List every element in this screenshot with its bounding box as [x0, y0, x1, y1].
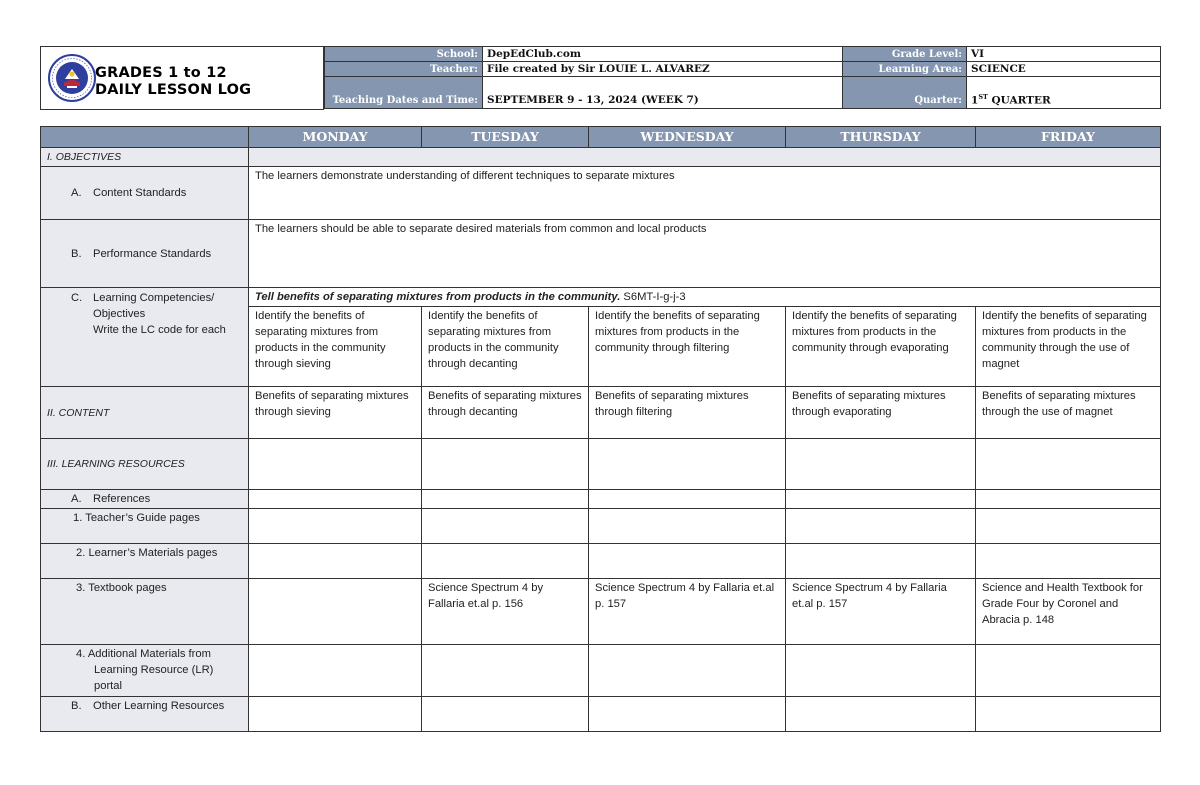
cell	[786, 439, 976, 490]
quarter-label: Quarter:	[843, 77, 967, 109]
teachers-guide-label: 1. Teacher’s Guide pages	[41, 509, 249, 544]
objective-monday: Identify the benefits of separating mixtures from products in the community through sieving	[249, 307, 422, 387]
teacher-label: Teacher:	[325, 62, 483, 77]
school-label: School:	[325, 47, 483, 62]
competencies-label-line3: Write the LC code for each	[93, 324, 226, 336]
competency-title-cell	[249, 288, 1161, 307]
references-label-cell	[41, 490, 249, 509]
cell	[976, 439, 1161, 490]
competency-code: S6MT-I-g-j-3	[620, 291, 686, 303]
additional-materials-line2: Learning Resource (LR)	[94, 664, 214, 676]
other-resources-label-cell	[41, 697, 249, 732]
other-resources-row	[41, 697, 1161, 732]
content-row	[41, 387, 1161, 439]
quarter-text: QUARTER	[987, 94, 1051, 106]
teaching-dates-label: Teaching Dates and Time:	[325, 77, 483, 109]
cell	[589, 645, 786, 697]
performance-standards-text: The learners should be able to separate desired materials from common and local products	[249, 220, 1161, 288]
textbook-thursday: Science Spectrum 4 by Fallaria et.al p. 157	[786, 579, 976, 645]
deped-seal-icon	[47, 53, 97, 103]
quarter-value	[967, 77, 1161, 109]
day-friday: FRIDAY	[976, 127, 1161, 148]
cell	[786, 645, 976, 697]
cell	[422, 509, 589, 544]
school-value: DepEdClub.com	[483, 47, 843, 62]
cell	[589, 544, 786, 579]
cell	[589, 490, 786, 509]
cell	[249, 509, 422, 544]
textbook-monday	[249, 579, 422, 645]
content-friday: Benefits of separating mixtures through the use of magnet	[976, 387, 1161, 439]
cell	[786, 490, 976, 509]
competency-title: Tell benefits of separating mixtures from products in the community.	[255, 291, 621, 303]
competencies-letter: C.	[71, 292, 83, 304]
textbook-wednesday: Science Spectrum 4 by Fallaria et.al p. 157	[589, 579, 786, 645]
learning-resources-label: III. LEARNING RESOURCES	[41, 439, 249, 490]
title-grades: GRADES 1 to 12	[95, 65, 227, 81]
days-corner	[41, 127, 249, 148]
teacher-value: File created by Sir LOUIE L. ALVAREZ	[483, 62, 843, 77]
header	[40, 46, 1160, 110]
cell	[786, 509, 976, 544]
lesson-log-table	[40, 126, 1161, 732]
cell	[976, 544, 1161, 579]
content-standards-label-cell	[41, 167, 249, 220]
day-monday: MONDAY	[249, 127, 422, 148]
cell	[589, 697, 786, 732]
performance-standards-letter: B.	[71, 247, 82, 260]
learning-resources-row	[41, 439, 1161, 490]
cell	[589, 509, 786, 544]
content-thursday: Benefits of separating mixtures through evaporating	[786, 387, 976, 439]
quarter-ordinal: ST	[978, 92, 988, 101]
title-daily-lesson-log: DAILY LESSON LOG	[95, 82, 252, 98]
grade-level-label: Grade Level:	[843, 47, 967, 62]
references-row	[41, 490, 1161, 509]
content-label: II. CONTENT	[41, 387, 249, 439]
competencies-label-line1	[71, 290, 242, 306]
learning-area-label: Learning Area:	[843, 62, 967, 77]
performance-standards-label-cell	[41, 220, 249, 288]
quarter-number: 1	[971, 94, 979, 106]
textbook-row	[41, 579, 1161, 645]
competencies-label-line2: Objectives	[93, 308, 146, 320]
day-thursday: THURSDAY	[786, 127, 976, 148]
teaching-dates-value: SEPTEMBER 9 - 13, 2024 (WEEK 7)	[483, 77, 843, 109]
competencies-label: Learning Competencies/	[93, 292, 215, 304]
additional-materials-line1: 4. Additional Materials from	[76, 648, 211, 660]
cell	[422, 697, 589, 732]
cell	[976, 490, 1161, 509]
content-wednesday: Benefits of separating mixtures through filtering	[589, 387, 786, 439]
teachers-guide-row	[41, 509, 1161, 544]
performance-standards-label: Performance Standards	[93, 247, 212, 260]
content-standards-row	[41, 167, 1161, 220]
cell	[422, 439, 589, 490]
cell	[976, 697, 1161, 732]
day-wednesday: WEDNESDAY	[589, 127, 786, 148]
cell	[249, 645, 422, 697]
grade-level-value: VI	[967, 47, 1161, 62]
additional-materials-row	[41, 645, 1161, 697]
day-tuesday: TUESDAY	[422, 127, 589, 148]
learners-materials-row	[41, 544, 1161, 579]
cell	[422, 645, 589, 697]
objective-wednesday: Identify the benefits of separating mixtures from products in the community through filtering	[589, 307, 786, 387]
textbook-tuesday: Science Spectrum 4 by Fallaria et.al p. 156	[422, 579, 589, 645]
textbook-label: 3. Textbook pages	[41, 579, 249, 645]
additional-materials-line3: portal	[94, 680, 122, 692]
content-monday: Benefits of separating mixtures through sieving	[249, 387, 422, 439]
references-label: References	[93, 493, 151, 505]
cell	[589, 439, 786, 490]
cell	[249, 544, 422, 579]
content-standards-text: The learners demonstrate understanding of different techniques to separate mixtures	[249, 167, 1161, 220]
objectives-row	[41, 148, 1161, 167]
cell	[422, 490, 589, 509]
content-standards-letter: A.	[71, 187, 82, 199]
logo-box	[40, 46, 324, 110]
cell	[786, 697, 976, 732]
cell	[249, 439, 422, 490]
competencies-label-cell	[41, 288, 249, 387]
learners-materials-label: 2. Learner’s Materials pages	[41, 544, 249, 579]
days-header-row	[41, 127, 1161, 148]
learning-area-value: SCIENCE	[967, 62, 1161, 77]
other-resources-label: Other Learning Resources	[93, 700, 225, 712]
cell	[249, 697, 422, 732]
objective-thursday: Identify the benefits of separating mixtures from products in the community through evaporating	[786, 307, 976, 387]
content-standards-label: Content Standards	[93, 187, 187, 199]
competency-title-row	[41, 288, 1161, 307]
cell	[976, 645, 1161, 697]
additional-materials-label-cell	[41, 645, 249, 697]
cell	[786, 544, 976, 579]
other-resources-letter: B.	[71, 700, 82, 712]
objective-friday: Identify the benefits of separating mixtures from products in the community through the use of magnet	[976, 307, 1161, 387]
content-tuesday: Benefits of separating mixtures through decanting	[422, 387, 589, 439]
references-letter: A.	[71, 493, 82, 505]
textbook-friday: Science and Health Textbook for Grade Four by Coronel and Abracia p. 148	[976, 579, 1161, 645]
cell	[976, 509, 1161, 544]
performance-standards-row	[41, 220, 1161, 288]
info-table	[324, 46, 1161, 109]
objective-tuesday: Identify the benefits of separating mixtures from products in the community through decanting	[422, 307, 589, 387]
objectives-label: I. OBJECTIVES	[41, 148, 249, 167]
cell	[422, 544, 589, 579]
cell	[249, 490, 422, 509]
objectives-fill	[249, 148, 1161, 167]
